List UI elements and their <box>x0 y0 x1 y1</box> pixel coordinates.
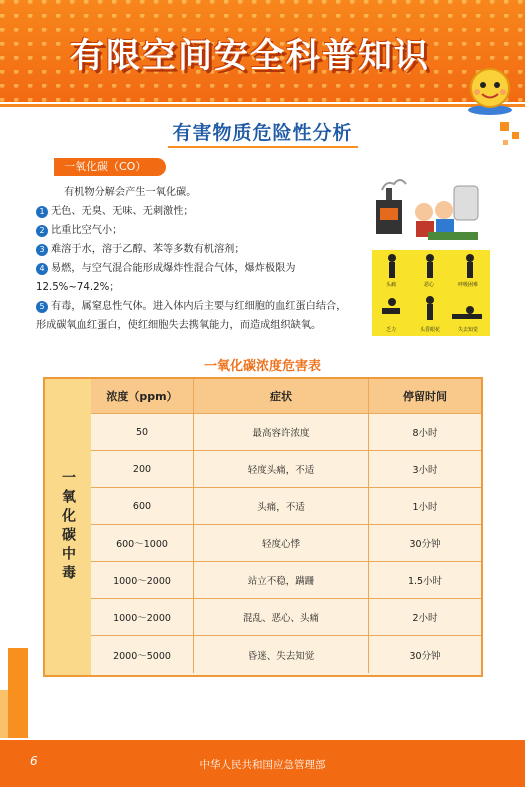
footer-organization: 中华人民共和国应急管理部 <box>199 759 326 771</box>
table-cell: 轻度心悸 <box>194 525 369 561</box>
table-row <box>91 414 481 451</box>
table-cell: 轻度头痛，不适 <box>194 451 369 487</box>
table-cell: 8小时 <box>412 428 438 439</box>
co-item <box>36 240 366 259</box>
number-badge: 1 <box>36 206 48 218</box>
co-item-text: 易燃，与空气混合能形成爆炸性混合气体，爆炸极限为 <box>51 263 296 274</box>
table-cell: 3小时 <box>412 465 438 476</box>
symptom-label: 乏力 <box>386 327 397 333</box>
decor-block <box>0 690 8 738</box>
symptoms-pictograms <box>372 250 490 336</box>
number-badge: 3 <box>36 244 48 256</box>
table-row <box>91 488 481 525</box>
symptom-label: 恶心 <box>424 282 435 288</box>
co-item-text: 比重比空气小； <box>51 225 123 236</box>
co-item <box>36 221 366 240</box>
table-cell: 200 <box>91 451 194 487</box>
mascot-icon <box>462 62 518 118</box>
section-title: 有害物质危险性分析 <box>172 122 353 144</box>
table-row <box>91 599 481 636</box>
table-cell: 1.5小时 <box>407 576 443 587</box>
column-header: 症状 <box>194 379 369 413</box>
co-hazard-table <box>43 377 483 677</box>
table-row <box>91 562 481 599</box>
table-title: 一氧化碳浓度危害表 <box>203 359 321 374</box>
section-underline <box>168 146 358 148</box>
co-item <box>36 259 366 278</box>
symptom-label: 头痛 <box>386 282 397 288</box>
co-item <box>36 202 366 221</box>
page-number: 6 <box>30 754 38 768</box>
number-badge: 4 <box>36 263 48 275</box>
poisoning-scene-illustration <box>372 172 484 244</box>
co-description <box>36 183 366 297</box>
co-item-text: 无色、无臭、无味、无刺激性； <box>51 206 194 217</box>
table-cell: 头痛，不适 <box>194 488 369 524</box>
column-header: 停留时间 <box>369 379 481 413</box>
number-badge: 2 <box>36 225 48 237</box>
number-badge: 5 <box>36 301 48 313</box>
header-divider <box>0 104 525 107</box>
symptoms-figures <box>372 250 490 336</box>
co-tag: 一氧化碳（CO） <box>54 158 166 176</box>
table-cell: 600～1000 <box>91 525 194 561</box>
table-header-row <box>91 379 481 414</box>
symptom-label: 呼吸困难 <box>458 282 479 288</box>
co-intro: 有机物分解会产生一氧化碳。 <box>64 187 197 198</box>
table-cell: 1小时 <box>412 502 438 513</box>
table-cell: 600 <box>91 488 194 524</box>
column-header: 浓度（ppm） <box>91 379 194 413</box>
table-side-label: 一氧化碳中毒 <box>60 470 76 584</box>
table-side-header <box>45 379 91 675</box>
table-row <box>91 451 481 488</box>
table-row <box>91 636 481 673</box>
table-cell: 1000～2000 <box>91 562 194 598</box>
table-cell: 30分钟 <box>409 650 441 662</box>
symptom-label: 头昏眼花 <box>420 327 441 333</box>
table-row <box>91 525 481 562</box>
table-cell: 2小时 <box>412 613 438 624</box>
co-item-text: 有毒，属窒息性气体。进入体内后主要与红细胞的血红蛋白结合， <box>51 301 347 312</box>
table-cell: 混乱、恶心、头痛 <box>194 599 369 635</box>
footer <box>0 740 525 787</box>
co-item-cont: 12.5%~74.2%； <box>36 282 120 293</box>
co-item-cont: 形成碳氧血红蛋白，使红细胞失去携氧能力，而造成组织缺氧。 <box>36 320 322 331</box>
table-cell: 最高容许浓度 <box>194 414 369 450</box>
co-item-text: 难溶于水，溶于乙醇、苯等多数有机溶剂； <box>51 244 245 255</box>
table-cell: 2000～5000 <box>91 636 194 673</box>
symptom-label: 失去知觉 <box>458 327 479 333</box>
decor-block <box>8 648 28 738</box>
table-grid <box>91 379 481 675</box>
table-cell: 1000～2000 <box>91 599 194 635</box>
header-banner <box>0 0 525 102</box>
table-cell: 30分钟 <box>409 539 441 550</box>
page-title: 有限空间安全科普知识 <box>70 36 430 76</box>
table-cell: 昏迷、失去知觉 <box>194 636 369 673</box>
table-cell: 站立不稳，蹒跚 <box>194 562 369 598</box>
table-cell: 50 <box>91 414 194 450</box>
